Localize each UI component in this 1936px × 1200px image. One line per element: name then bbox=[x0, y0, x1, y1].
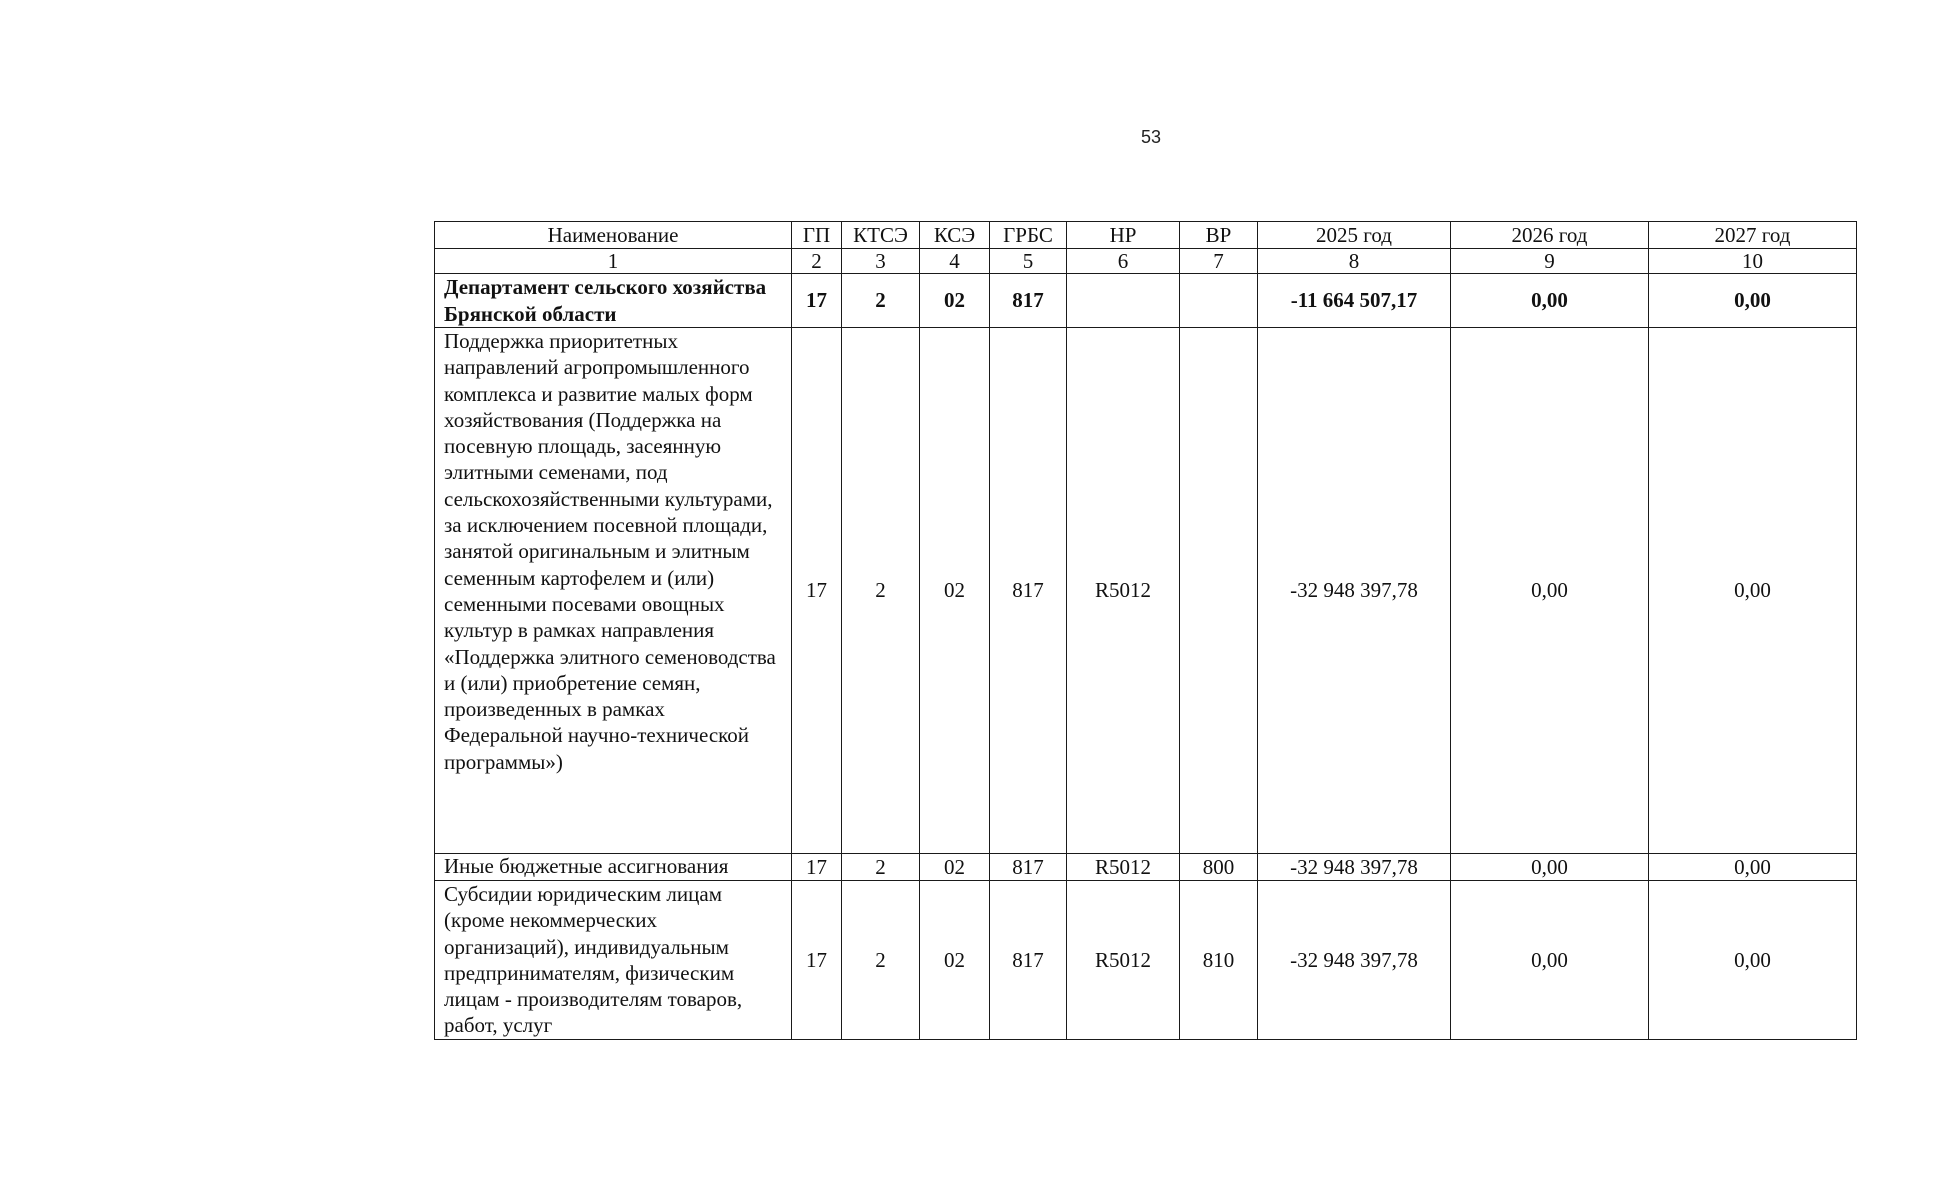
cell-grbs: 817 bbox=[990, 328, 1067, 854]
column-number-row bbox=[435, 249, 1857, 274]
table-row-other-allocations bbox=[435, 854, 1857, 881]
cell-2026: 0,00 bbox=[1451, 274, 1649, 328]
cell-vr: 810 bbox=[1180, 881, 1258, 1040]
cell-2026: 0,00 bbox=[1451, 854, 1649, 881]
column-header-gp: ГП bbox=[792, 222, 842, 249]
cell-ktse: 2 bbox=[842, 854, 920, 881]
cell-2027: 0,00 bbox=[1649, 274, 1857, 328]
column-number: 5 bbox=[990, 249, 1067, 274]
cell-grbs: 817 bbox=[990, 274, 1067, 328]
cell-grbs: 817 bbox=[990, 881, 1067, 1040]
column-header-kse: КСЭ bbox=[920, 222, 990, 249]
column-number: 1 bbox=[435, 249, 792, 274]
cell-kse: 02 bbox=[920, 274, 990, 328]
column-header-grbs: ГРБС bbox=[990, 222, 1067, 249]
cell-2026: 0,00 bbox=[1451, 881, 1649, 1040]
cell-nr: R5012 bbox=[1067, 881, 1180, 1040]
cell-vr: 800 bbox=[1180, 854, 1258, 881]
row-name: Департамент сельского хозяйства Брянской области bbox=[435, 274, 792, 328]
cell-2026: 0,00 bbox=[1451, 328, 1649, 854]
cell-2027: 0,00 bbox=[1649, 881, 1857, 1040]
cell-gp: 17 bbox=[792, 854, 842, 881]
column-number: 2 bbox=[792, 249, 842, 274]
cell-2025: -32 948 397,78 bbox=[1258, 328, 1451, 854]
table-row-department bbox=[435, 274, 1857, 328]
column-number: 8 bbox=[1258, 249, 1451, 274]
cell-vr bbox=[1180, 328, 1258, 854]
table-row-subsidies bbox=[435, 881, 1857, 1040]
column-number: 7 bbox=[1180, 249, 1258, 274]
cell-kse: 02 bbox=[920, 328, 990, 854]
cell-2025: -32 948 397,78 bbox=[1258, 854, 1451, 881]
column-header-vr: ВР bbox=[1180, 222, 1258, 249]
cell-gp: 17 bbox=[792, 274, 842, 328]
column-header-2025: 2025 год bbox=[1258, 222, 1451, 249]
column-number: 3 bbox=[842, 249, 920, 274]
row-name: Поддержка приоритетных направлений агропромышленного комплекса и развитие малых форм хозяйствования (Поддержка на посевную площадь, засеянную элитными семенами, под сельскохозяйственными культурами, за исключением посевной площади, занятой оригинальным и элитным семенным картофелем и (или) семенными посевами овощных культур в рамках направления «Поддержка элитного семеноводства и (или) приобретение семян, произведенных в рамках Федеральной научно-технической программы») bbox=[435, 328, 792, 854]
cell-2027: 0,00 bbox=[1649, 854, 1857, 881]
cell-grbs: 817 bbox=[990, 854, 1067, 881]
cell-kse: 02 bbox=[920, 881, 990, 1040]
cell-gp: 17 bbox=[792, 328, 842, 854]
cell-nr bbox=[1067, 274, 1180, 328]
budget-table bbox=[434, 221, 1857, 1040]
column-header-name: Наименование bbox=[435, 222, 792, 249]
column-header-2026: 2026 год bbox=[1451, 222, 1649, 249]
column-header-ktse: КТСЭ bbox=[842, 222, 920, 249]
cell-2027: 0,00 bbox=[1649, 328, 1857, 854]
table-header-row bbox=[435, 222, 1857, 249]
column-number: 4 bbox=[920, 249, 990, 274]
cell-kse: 02 bbox=[920, 854, 990, 881]
row-name: Субсидии юридическим лицам (кроме некоммерческих организаций), индивидуальным предпринимателям, физическим лицам - производителям товаров, работ, услуг bbox=[435, 881, 792, 1040]
column-number: 9 bbox=[1451, 249, 1649, 274]
column-number: 6 bbox=[1067, 249, 1180, 274]
column-header-2027: 2027 год bbox=[1649, 222, 1857, 249]
cell-ktse: 2 bbox=[842, 274, 920, 328]
cell-2025: -11 664 507,17 bbox=[1258, 274, 1451, 328]
cell-ktse: 2 bbox=[842, 881, 920, 1040]
table-row-program bbox=[435, 328, 1857, 854]
cell-2025: -32 948 397,78 bbox=[1258, 881, 1451, 1040]
cell-gp: 17 bbox=[792, 881, 842, 1040]
column-header-nr: НР bbox=[1067, 222, 1180, 249]
cell-nr: R5012 bbox=[1067, 328, 1180, 854]
cell-ktse: 2 bbox=[842, 328, 920, 854]
row-name: Иные бюджетные ассигнования bbox=[435, 854, 792, 881]
cell-vr bbox=[1180, 274, 1258, 328]
cell-nr: R5012 bbox=[1067, 854, 1180, 881]
column-number: 10 bbox=[1649, 249, 1857, 274]
page-number: 53 bbox=[1140, 127, 1162, 147]
